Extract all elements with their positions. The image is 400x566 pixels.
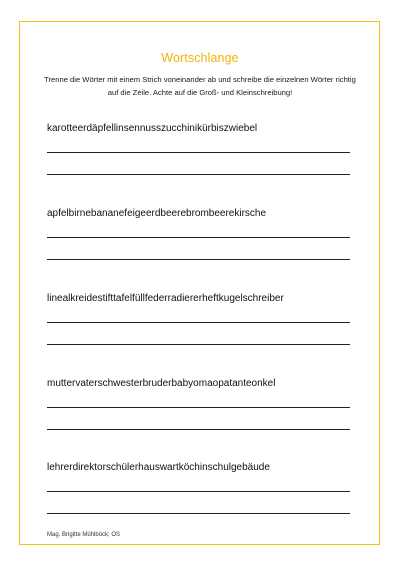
task-4 [47,378,352,390]
answer-line-4b [47,429,350,430]
instructions-text: Trenne die Wörter mit einem Strich voneinander ab und schreibe die einzelnen Wörter richtig auf die Zeile. Achte auf die Groß- und Kleinschreibung! [44,75,356,97]
word-chain-4: muttervaterschwesterbruderbabyomaopatanteonkel [47,378,276,389]
task-1 [47,123,352,135]
worksheet-title: Wortschlange [161,51,239,65]
task-2 [47,208,352,220]
word-chain-3: linealkreidestifttafelfüllfederradiererheftkugelschreiber [47,293,284,304]
word-chain-1: karotteerdäpfellinsennusszucchinikürbiszwiebel [47,123,258,134]
answer-line-1b [47,174,350,175]
answer-line-5b [47,513,350,514]
author-footer: Mag. Brigitte Mühlböck; OS [47,532,121,538]
word-chain-2: apfelbirnebananefeigeerdbeerebrombeerekirsche [47,208,267,219]
answer-line-3a [47,322,350,323]
word-chain-5: lehrerdirektorschülerhauswartköchinschulgebäude [47,462,270,473]
answer-line-5a [47,491,350,492]
answer-line-1a [47,152,350,153]
answer-line-4a [47,407,350,408]
answer-line-2b [47,259,350,260]
answer-line-3b [47,344,350,345]
answer-line-2a [47,237,350,238]
task-5 [47,462,352,474]
task-3 [47,293,352,305]
